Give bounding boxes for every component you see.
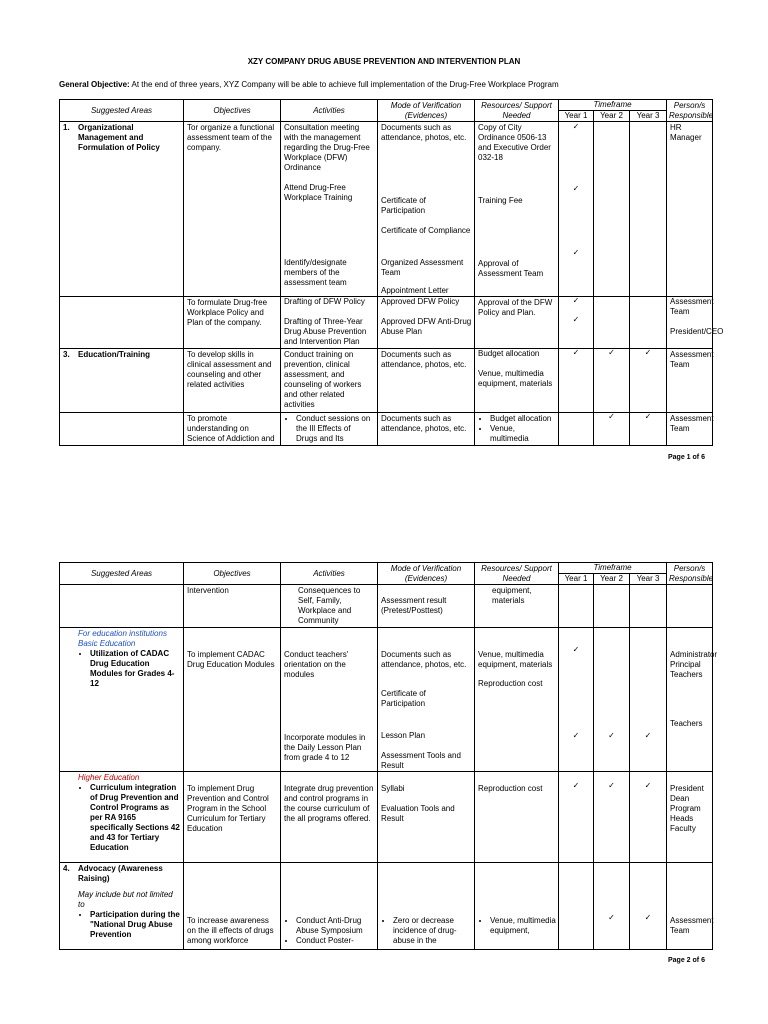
activities-cell [281,628,378,772]
year2-cell [594,413,630,446]
activities-cell [281,297,378,349]
page-number: Page 2 of 6 [668,957,705,964]
activities-cell [281,122,378,297]
objective-text: To increase awareness on the ill effects of drugs among workforce [187,916,274,945]
verification-cell [378,863,475,950]
table-row [60,297,713,349]
area-number: 4. [63,864,70,873]
area-cell [60,349,184,413]
general-objective [59,80,559,90]
year2-cell [594,122,630,297]
area-cell [60,122,184,297]
year1-cell [559,863,594,950]
person-text: Assessment Team [670,297,714,316]
header-verification: Mode of Verification (Evidences) [378,100,475,122]
header-year1: Year 1 [559,111,594,122]
resources-cell [475,772,559,863]
check-icon: ✓ [644,781,652,790]
resource-bullet: • Venue, multimedia [490,424,555,444]
verification-bullet: • Zero or decrease incidence of drug-abuse in the [393,916,472,946]
check-icon: ✓ [572,184,580,193]
objective-cell: To develop skills in clinical assessment and counseling and other related activities [184,349,281,413]
area-number: 3. [63,350,70,359]
activity-bullet: • Conduct Anti-Drug Abuse Symposium [296,916,375,936]
verification-cell [378,122,475,297]
objective-cell: To promote understanding on Science of Addiction and [184,413,281,446]
area-number: 1. [63,123,70,132]
resources-cell [475,349,559,413]
person-cell: HR Manager [667,122,713,297]
activities-cell [281,772,378,863]
activity-text: Integrate drug prevention and control programs in the course curriculum of the all programs offered. [284,784,374,823]
verification-text: Organized Assessment Team [381,258,464,277]
header-areas: Suggested Areas [60,563,184,585]
year1-cell [559,297,594,349]
activity-text: Consequences to Self, Family, Workplace and Community [298,586,361,625]
resources-cell: Approval of the DFW Policy and Plan. [475,297,559,349]
header-resources: Resources/ Support Needed [475,563,559,585]
check-icon: ✓ [572,781,580,790]
activities-cell [281,863,378,950]
resource-text: Approval of Assessment Team [478,259,544,278]
year3-cell [630,585,667,628]
resources-cell [475,413,559,446]
verification-text: Certificate of Compliance [381,226,471,235]
check-icon: ✓ [608,348,615,357]
year1-cell [559,628,594,772]
header-persons: Person/s Responsible [667,563,713,585]
check-icon: ✓ [572,296,580,305]
resource-text: Reproduction cost [478,784,543,793]
activity-text: Identify/designate members of the assessment team [284,258,347,287]
year3-cell [630,297,667,349]
activity-text: Consultation meeting with the management regarding the Drug-Free Workplace (DFW) Ordinance [284,123,370,172]
check-icon: ✓ [608,781,615,790]
table-row [60,863,713,950]
header-persons: Person/s Responsible [667,100,713,122]
year1-cell [559,122,594,297]
verification-cell [378,628,475,772]
table-row [60,349,713,413]
year3-cell [630,863,667,950]
header-year1: Year 1 [559,574,594,585]
verification-text: Appointment Letter [381,286,449,295]
activities-cell: Conduct training on prevention, clinical assessment, and counseling of workers and other related activities [281,349,378,413]
verification-text: Assessment result (Pretest/Posttest) [381,596,447,615]
verification-text: Assessment Tools and Result [381,751,461,770]
activities-cell [281,585,378,628]
verification-cell [378,585,475,628]
check-icon: ✓ [644,348,652,357]
activity-bullet: • Conduct Poster- [296,936,375,946]
person-cell [667,863,713,950]
check-icon: ✓ [644,731,652,740]
verification-text: Evaluation Tools and Result [381,804,455,823]
activity-bullet: • Conduct sessions on the Ill Effects of Drugs and Its [296,414,374,444]
year1-cell [559,413,594,446]
person-cell [667,772,713,863]
check-icon: ✓ [572,645,580,654]
area-label: Advocacy (Awareness Raising) [78,864,163,883]
activity-text: Incorporate modules in the Daily Lesson Plan from grade 4 to 12 [284,733,366,762]
check-icon: ✓ [572,348,580,357]
verification-cell [378,772,475,863]
objective-cell [184,772,281,863]
verification-text: Documents such as attendance, photos, etc. [381,650,467,669]
section-subheading: Basic Education [78,639,136,648]
person-cell: Assessment Team [667,413,713,446]
activity-text: Conduct teachers' orientation on the modules [284,650,349,679]
verification-text: Certificate of Participation [381,689,426,708]
objective-cell: To formulate Drug-free Workplace Policy and Plan of the company. [184,297,281,349]
area-cell [60,585,184,628]
year3-cell [630,413,667,446]
section-heading: For education institutions [78,629,167,638]
area-bullet: • Curriculum integration of Drug Prevention and Control Programs as per RA 9165 specifically Sections 42 and 43 for Tertiary Education [90,783,180,853]
objective-cell [184,863,281,950]
area-note: May include but not limited to [78,890,173,909]
verification-text: Documents such as attendance, photos, etc. [381,123,467,142]
header-row [60,563,713,574]
header-row [60,100,713,111]
check-icon: ✓ [572,122,580,131]
year2-cell [594,628,630,772]
resource-text: Copy of City Ordinance 0506-13 and Executive Order 032-18 [478,123,551,162]
resource-text: Venue, multimedia equipment, materials [478,369,553,388]
verification-cell: Documents such as attendance, photos, etc. [378,413,475,446]
activity-text: Attend Drug-Free Workplace Training [284,183,353,202]
objective-text: At the end of three years, XYZ Company will be able to achieve full implementation of the Drug-Free Workplace Program [129,80,559,89]
objective-cell: Tor organize a functional assessment team of the company. [184,122,281,297]
header-timeframe: Timeframe [559,563,667,574]
resource-text: Training Fee [478,196,523,205]
header-resources: Resources/ Support Needed [475,100,559,122]
person-cell [667,628,718,772]
check-icon: ✓ [644,412,652,421]
resource-text: Reproduction cost [478,679,543,688]
year3-cell [630,122,667,297]
header-timeframe: Timeframe [559,100,667,111]
check-icon: ✓ [608,913,615,922]
check-icon: ✓ [572,248,580,257]
table-row [60,122,713,297]
header-year3: Year 3 [630,111,667,122]
header-objectives: Objectives [184,563,281,585]
area-bullet: • Participation during the "National Drug Abuse Prevention [90,910,180,940]
header-year2: Year 2 [594,574,630,585]
plan-table-page-2 [59,562,718,950]
year3-cell [630,628,667,772]
year1-cell [559,772,594,863]
area-cell [60,863,184,950]
page-number: Page 1 of 6 [668,454,705,461]
document-title: XZY COMPANY DRUG ABUSE PREVENTION AND INTERVENTION PLAN [247,57,521,66]
resources-cell [475,863,559,950]
area-cell [60,772,184,863]
person-text: Assessment Team [670,916,714,935]
area-label: Organizational Management and Formulation of Policy [78,123,160,152]
objective-cell: Intervention [184,585,281,628]
header-year2: Year 2 [594,111,630,122]
check-icon: ✓ [644,913,652,922]
resource-bullet: • Budget allocation [490,414,555,424]
check-icon: ✓ [608,731,615,740]
resource-bullet: • Venue, multimedia equipment, [490,916,556,936]
verification-cell [378,297,475,349]
resources-cell [475,122,559,297]
area-cell [60,297,184,349]
plan-table-page-1 [59,99,724,446]
table-row [60,772,713,863]
table-row [60,585,713,628]
resources-cell [475,628,559,772]
activity-text: Drafting of Three-Year Drug Abuse Prevention and Intervention Plan [284,317,367,346]
year1-cell [559,585,594,628]
header-verification: Mode of Verification (Evidences) [378,563,475,585]
objective-cell [184,628,281,772]
person-text: President/CEO [670,327,724,336]
check-icon: ✓ [572,315,580,324]
year3-cell [630,349,667,413]
section-heading: Higher Education [78,773,140,782]
area-bullet: • Utilization of CADAC Drug Education Modules for Grades 4-12 [90,649,180,689]
verification-text: Approved DFW Anti-Drug Abuse Plan [381,317,472,336]
objective-text: To implement Drug Prevention and Control Program in the School Curriculum for Tertiary Education [187,784,269,833]
resource-text: equipment, materials [492,586,532,605]
resource-text: Venue, multimedia equipment, materials [478,650,553,669]
header-activities: Activities [281,563,378,585]
person-cell [667,585,713,628]
year2-cell [594,585,630,628]
resource-text: Budget allocation [478,349,540,358]
year3-cell [630,772,667,863]
header-objectives: Objectives [184,100,281,122]
year2-cell [594,297,630,349]
person-text: Teachers [670,719,703,728]
objective-label: General Objective: [59,80,130,89]
person-cell [667,297,724,349]
activities-cell [281,413,378,446]
verification-text: Certificate of Participation [381,196,426,215]
verification-text: Approved DFW Policy [381,297,460,306]
year2-cell [594,772,630,863]
table-row [60,413,713,446]
area-cell [60,628,184,772]
verification-text: Lesson Plan [381,731,426,740]
year1-cell [559,349,594,413]
year2-cell [594,349,630,413]
activity-text: Drafting of DFW Policy [284,297,365,306]
check-icon: ✓ [608,412,615,421]
resources-cell [475,585,559,628]
verification-cell: Documents such as attendance, photos, etc. [378,349,475,413]
check-icon: ✓ [572,731,580,740]
year2-cell [594,863,630,950]
person-text: Administrator Principal Teachers [670,650,718,679]
verification-text: Syllabi [381,784,405,793]
header-activities: Activities [281,100,378,122]
table-row [60,628,713,772]
header-areas: Suggested Areas [60,100,184,122]
header-year3: Year 3 [630,574,667,585]
person-text: President Dean Program Heads Faculty [670,784,704,833]
person-cell: Assessment Team [667,349,713,413]
area-cell [60,413,184,446]
area-label: Education/Training [78,350,151,359]
objective-text: To implement CADAC Drug Education Modules [187,650,275,669]
